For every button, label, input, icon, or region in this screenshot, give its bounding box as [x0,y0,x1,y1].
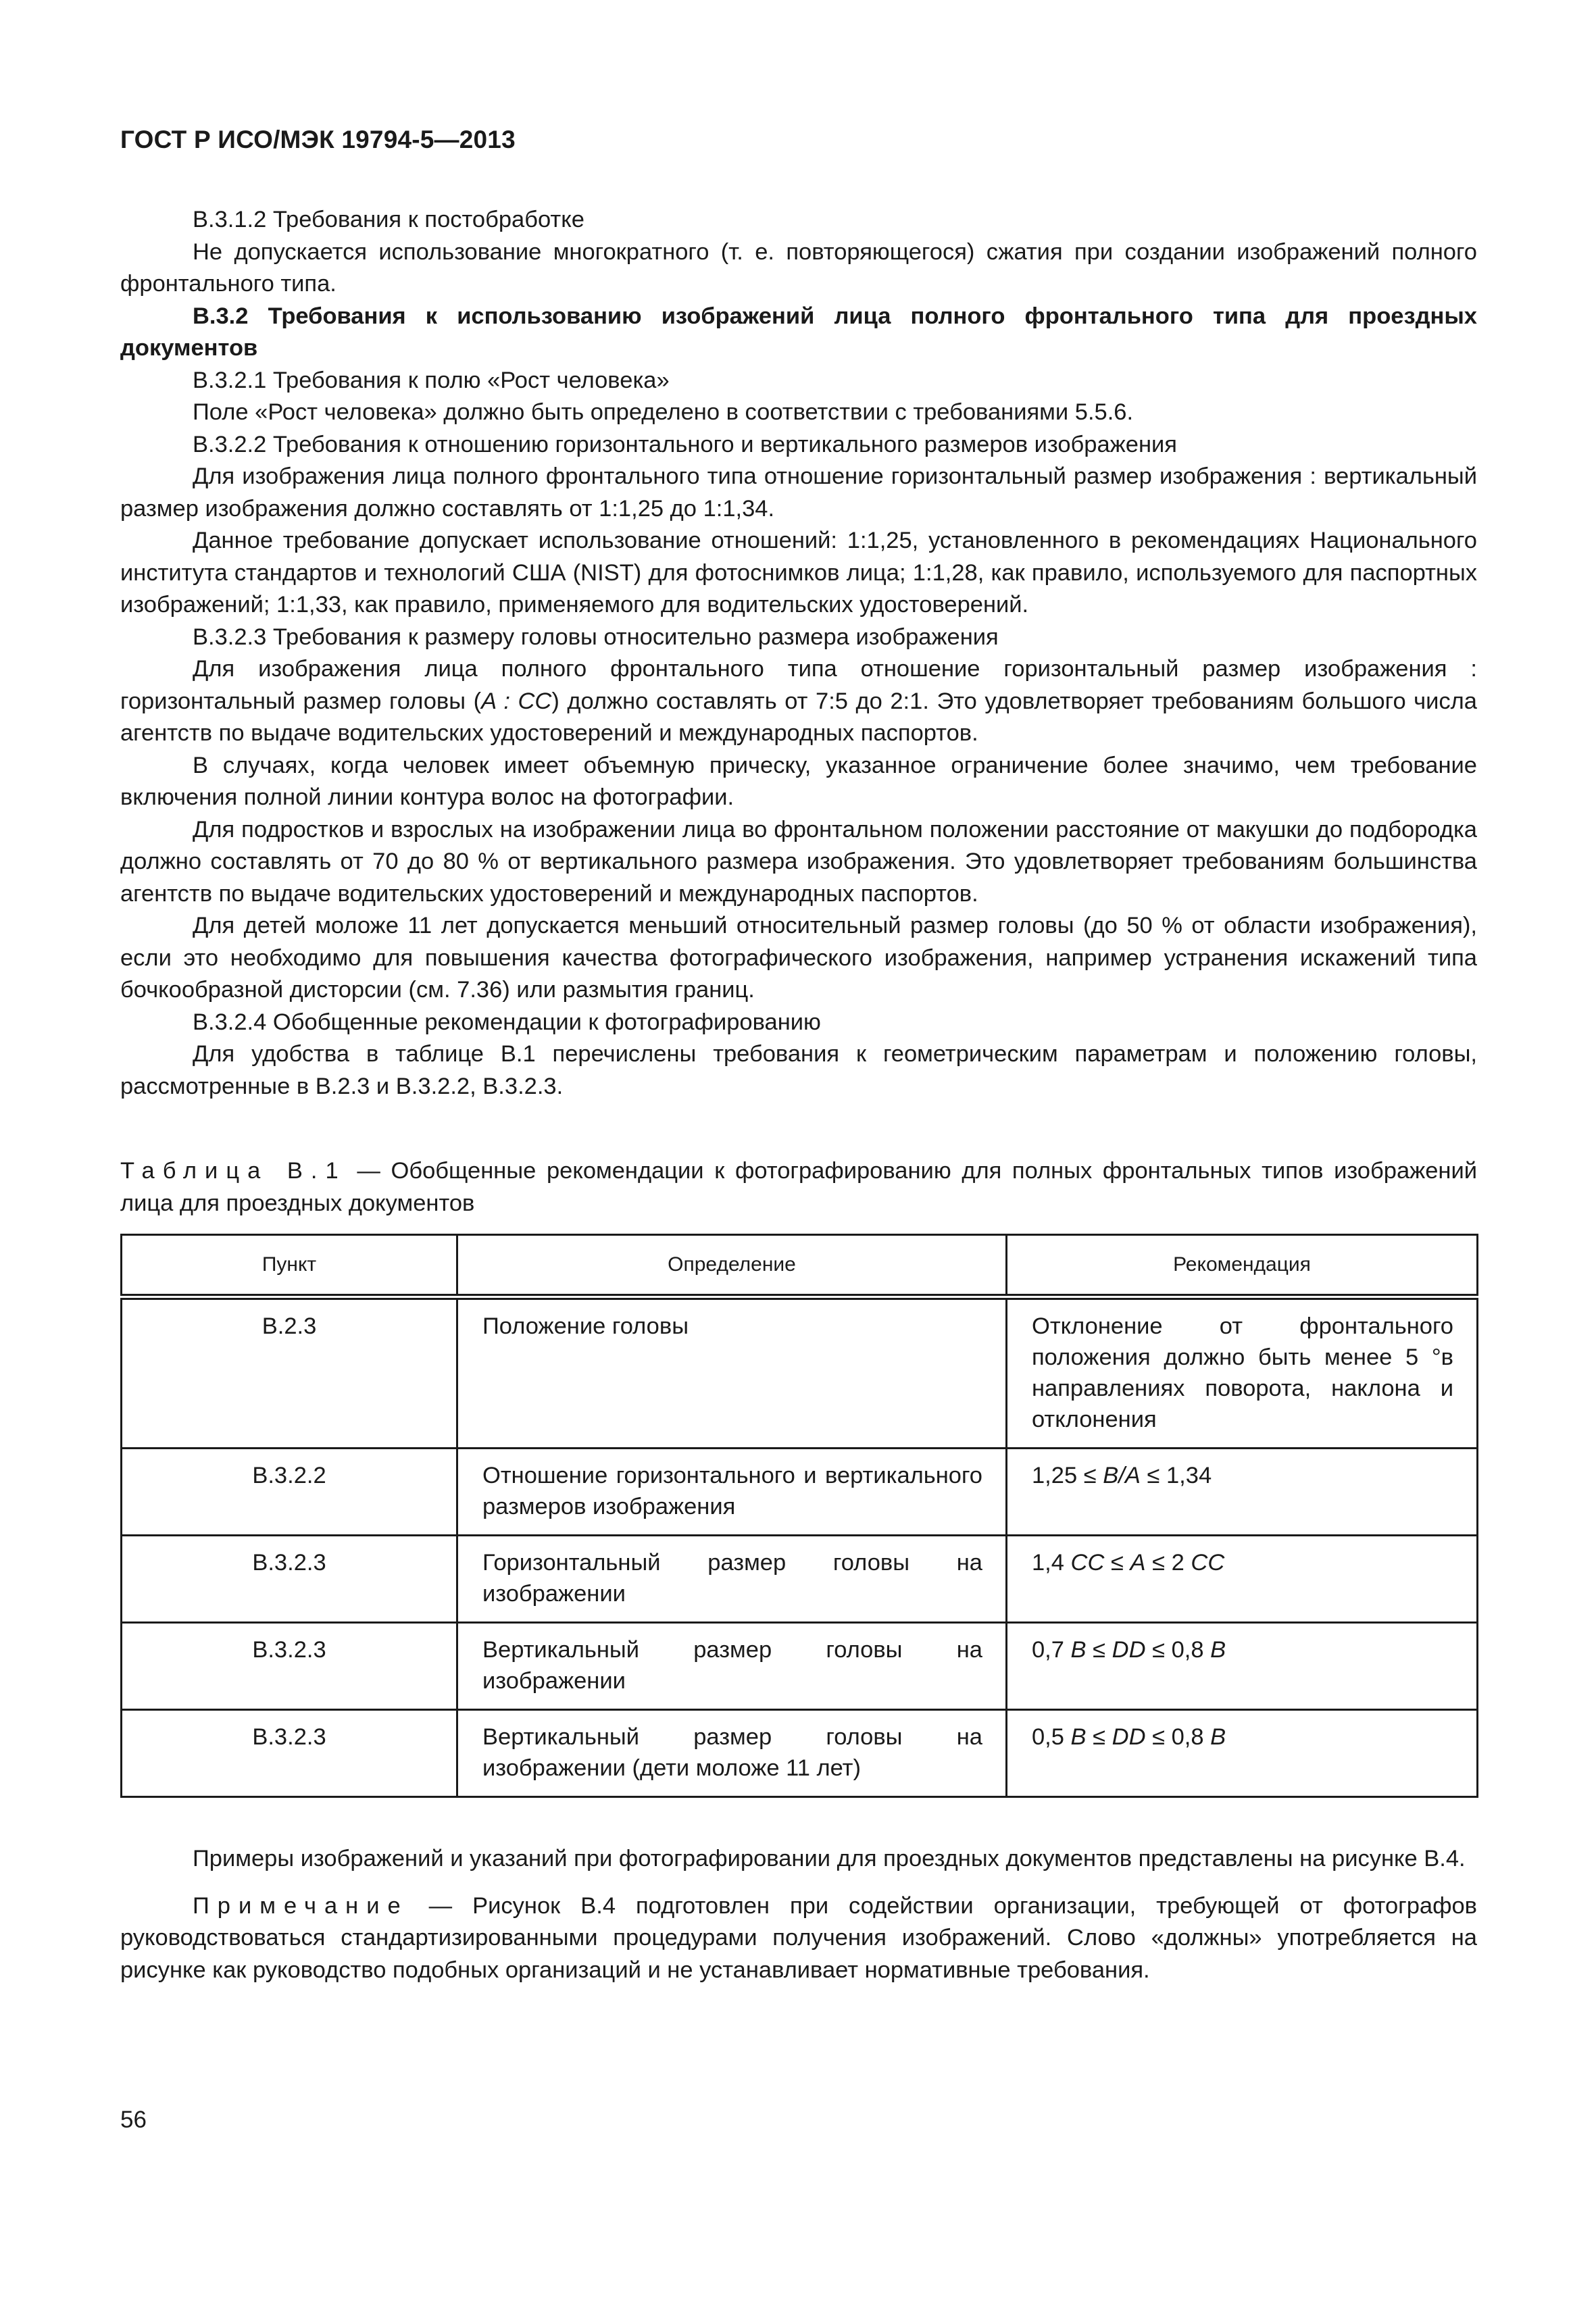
cell-item: В.2.3 [122,1297,457,1449]
paragraph: Данное требование допускает использование отношений: 1:1,25, установленного в рекомендациях Национального института стандартов и технологий США (NIST) для фотоснимков лица; 1:1,28, как правило, используемого для паспортных изображений; 1:1,33, как правило, применяемого для водительских удостоверений. [120,528,1477,618]
formula-var: CC [1070,1550,1105,1576]
formula-var: B [1210,1724,1226,1750]
table-header-item: Пункт [122,1235,457,1297]
formula-var: B/A [1103,1463,1141,1488]
formula-var: DD [1112,1724,1146,1750]
paragraph: Для изображения лица полного фронтального типа отношение горизонтальный размер изображения : вертикальный размер изображения должно составлять от 1:1,25 до 1:1,34. [120,463,1477,522]
note-label: Примечание [193,1892,409,1919]
cell-item: В.3.2.3 [122,1623,457,1710]
formula-part: 1,4 [1032,1550,1071,1576]
formula-part: ≤ [1086,1637,1112,1663]
cell-recommendation [1007,1449,1478,1536]
cell-item: В.3.2.2 [122,1449,457,1536]
formula-part: ≤ 1,34 [1140,1463,1212,1488]
note [120,1890,1477,1987]
section-heading: В.3.2.3 Требования к размеру головы относительно размера изображения [193,624,999,650]
cell-recommendation: Отклонение от фронтального положения должно быть менее 5 °в направлениях поворота, наклона и отклонения [1007,1297,1478,1449]
section-heading: В.3.1.2 Требования к постобработке [193,207,584,232]
formula-var: B [1070,1637,1087,1663]
table-caption-text: — Обобщенные рекомендации к фотографированию для полных фронтальных типов изображений лица для проездных документов [120,1158,1477,1216]
cell-item: В.3.2.3 [122,1710,457,1797]
cell-item: В.3.2.3 [122,1536,457,1623]
cell-recommendation [1007,1536,1478,1623]
table-header-recommendation: Рекомендация [1007,1235,1478,1297]
section-heading: В.3.2.4 Обобщенные рекомендации к фотографированию [193,1009,821,1035]
formula-part: ≤ 2 [1145,1550,1191,1576]
paragraph-formula: A : CC [481,688,552,714]
formula-part: ≤ 0,8 [1145,1724,1211,1750]
cell-recommendation [1007,1710,1478,1797]
paragraph: Для детей моложе 11 лет допускается меньший относительный размер головы (до 50 % от области изображения), если это необходимо для повышения качества фотографического изображения, например устранения искажений типа бочкообразной дисторсии (см. 7.36) или размытия границ. [120,913,1477,1003]
formula-var: DD [1112,1637,1146,1663]
paragraph: Для удобства в таблице В.1 перечислены требования к геометрическим параметрам и положению головы, рассмотренные в В.2.3 и В.3.2.2, В.3.2.3. [120,1041,1477,1099]
formula-part: ≤ 0,8 [1145,1637,1211,1663]
section-heading: В.3.2.1 Требования к полю «Рост человека» [193,367,670,393]
paragraph-part: ) должно составлять от 7:5 до 2:1. Это удовлетворяет требованиям большого числа агентств по выдаче водительских удостоверений и международных паспортов. [120,688,1477,746]
formula-var: B [1210,1637,1226,1663]
formula-var: B [1070,1724,1087,1750]
paragraph-part: Для изображения лица полного фронтального типа отношение горизонтальный размер изображения : горизонтальный размер головы ( [120,656,1477,714]
body-text [120,204,1477,1103]
formula-part: 0,5 [1032,1724,1071,1750]
formula-part: ≤ [1086,1724,1112,1750]
table-row [122,1297,1478,1449]
formula-var: CC [1191,1550,1225,1576]
paragraph: Для подростков и взрослых на изображении лица во фронтальном положении расстояние от макушки до подбородка должно составлять от 70 до 80 % от вертикального размера изображения. Это удовлетворяет требованиям большинства агентств по выдаче водительских удостоверений и международных паспортов. [120,816,1477,907]
table-row [122,1623,1478,1710]
paragraph: Примеры изображений и указаний при фотографировании для проездных документов представлены на рисунке В.4. [193,1846,1466,1871]
document-header: ГОСТ Р ИСО/МЭК 19794-5—2013 [120,126,516,153]
cell-definition: Вертикальный размер головы на изображении [457,1623,1007,1710]
table-caption-label: Таблица В.1 [120,1158,347,1184]
formula-part: 1,25 ≤ [1032,1463,1103,1488]
page-number: 56 [120,2107,147,2133]
section-heading: В.3.2.2 Требования к отношению горизонтального и вертикального размеров изображения [193,431,1177,457]
formula-var: A [1130,1550,1146,1576]
cell-recommendation [1007,1623,1478,1710]
cell-definition: Горизонтальный размер головы на изображении [457,1536,1007,1623]
table-row [122,1710,1478,1797]
recommendations-table [120,1234,1478,1798]
paragraph: В случаях, когда человек имеет объемную прическу, указанное ограничение более значимо, чем требование включения полной линии контура волос на фотографии. [120,752,1477,810]
cell-definition: Отношение горизонтального и вертикального размеров изображения [457,1449,1007,1536]
table-header-row [122,1235,1478,1297]
paragraph: Не допускается использование многократного (т. е. повторяющегося) сжатия при создании изображений полного фронтального типа. [120,238,1477,297]
table-caption [120,1155,1477,1219]
section-heading-bold: В.3.2 Требования к использованию изображений лица полного фронтального типа для проездных документов [120,303,1477,361]
formula-part: ≤ [1104,1550,1130,1576]
after-table-text [120,1843,1477,2001]
table-row [122,1536,1478,1623]
cell-definition: Положение головы [457,1297,1007,1449]
paragraph [120,653,1477,750]
table-header-definition: Определение [457,1235,1007,1297]
cell-definition: Вертикальный размер головы на изображении (дети моложе 11 лет) [457,1710,1007,1797]
table-row [122,1449,1478,1536]
formula-part: 0,7 [1032,1637,1071,1663]
note-text: — Рисунок В.4 подготовлен при содействии организации, требующей от фотографов руководствоваться стандартизированными процедурами получения изображений. Слово «должны» употребляется на рисунке как руководство подобных организаций и не устанавливает нормативные требования. [120,1892,1477,1983]
paragraph: Поле «Рост человека» должно быть определено в соответствии с требованиями 5.5.6. [193,399,1134,425]
